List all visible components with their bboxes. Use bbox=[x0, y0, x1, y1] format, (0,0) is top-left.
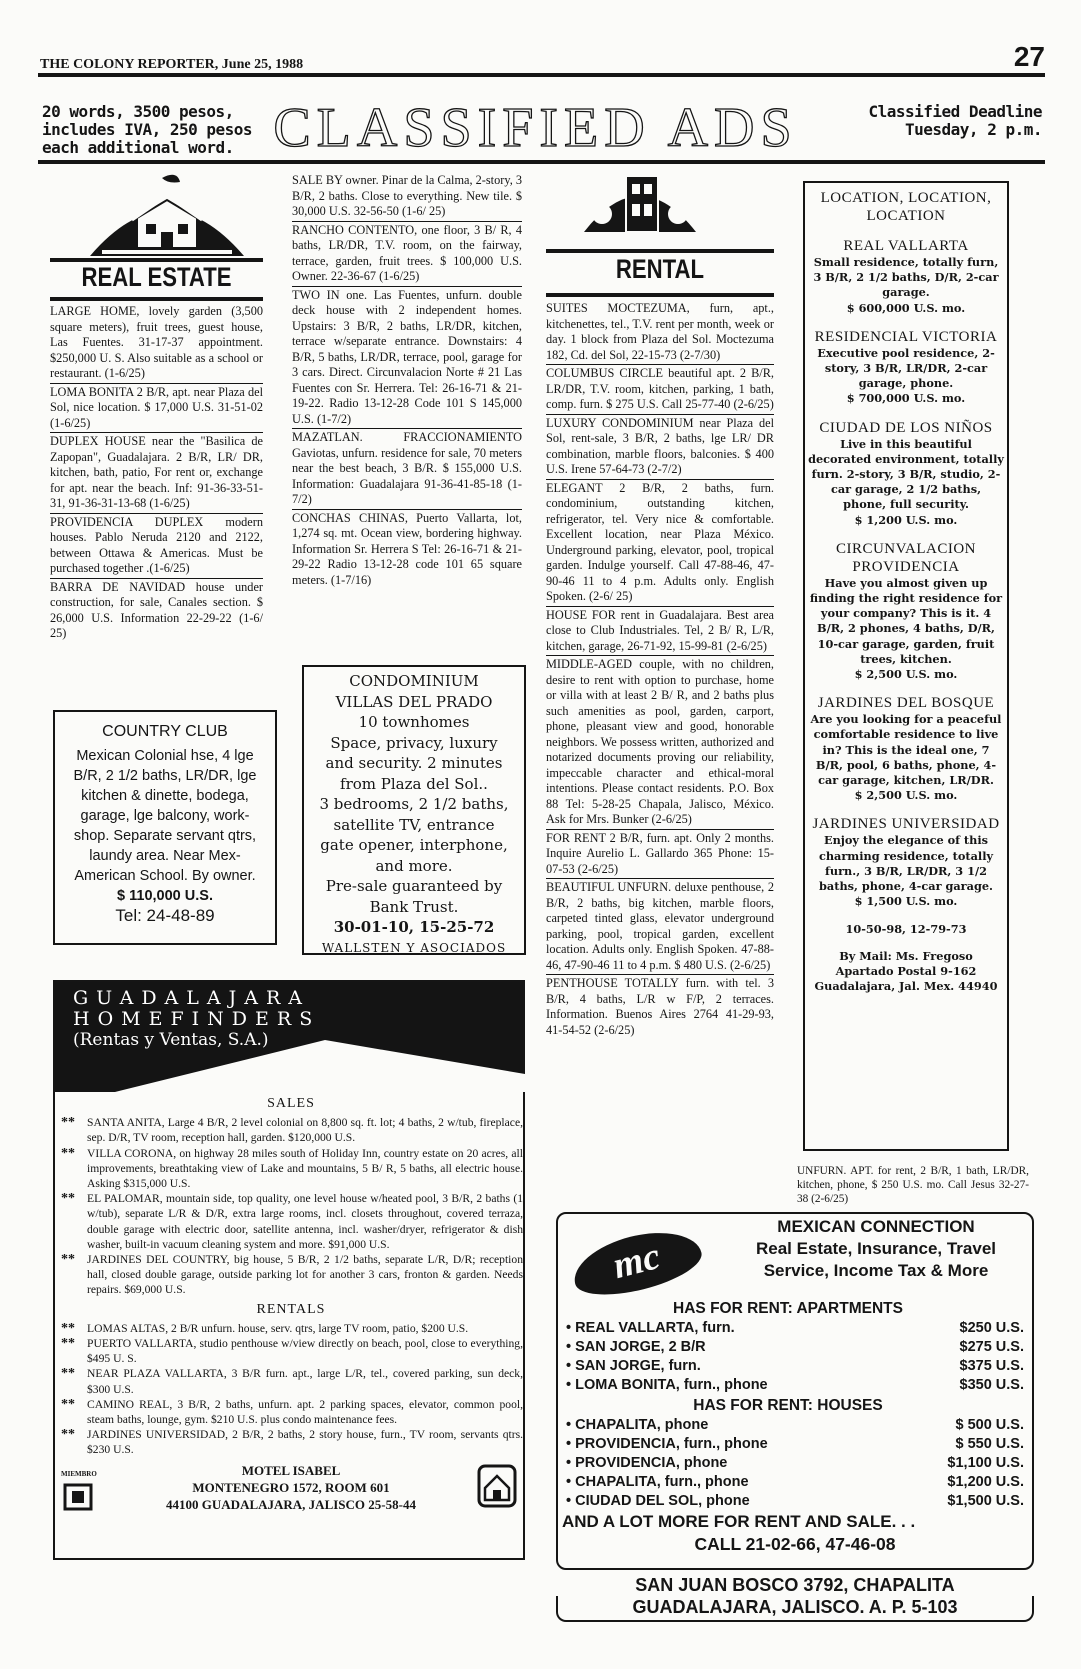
page-number: 27 bbox=[1013, 41, 1045, 72]
listing-head: JARDINES UNIVERSIDAD bbox=[812, 816, 1000, 833]
more-line: AND A LOT MORE FOR RENT AND SALE. . . bbox=[562, 1512, 916, 1531]
ad-line: Bank Trust. bbox=[369, 897, 459, 916]
list-item: • CHAPALITA, furn., phone $1,200 U.S. bbox=[566, 1474, 1024, 1490]
listing: DUPLEX HOUSE near the "Basilica de Zapopan", Guadalajara. 2 B/R, LR/ DR, kitchen, bath, patio, For rent or, exchange for apt. near the beach. Inf: 91-36-33-51-31, 91-36-31-13-68 (1-6/25) bbox=[50, 434, 263, 510]
ad-line: 3 bedrooms, 2 1/2 baths, bbox=[319, 795, 509, 813]
list-item: ** JARDINES UNIVERSIDAD, 2 B/R, 2 baths, 2 story house, furn., TV room, servants qtrs. $230 U.S. bbox=[61, 1427, 523, 1457]
sales-title: SALES bbox=[267, 1096, 315, 1111]
listing-price: $ 1,200 U.S. mo. bbox=[854, 512, 958, 527]
mexican-connection-sub-1: Real Estate, Insurance, Travel bbox=[755, 1239, 996, 1258]
ad-line: B/R, 2 1/2 baths, LR/DR, lge bbox=[73, 768, 257, 784]
rental-listings bbox=[546, 300, 774, 1039]
footer-line: 44100 GUADALAJARA, JALISCO 25-58-44 bbox=[166, 1496, 416, 1512]
location-title: LOCATION, LOCATION, LOCATION bbox=[820, 190, 992, 224]
ad-phone: 30-01-10, 15-25-72 bbox=[333, 918, 495, 936]
ad-line: Space, privacy, luxury bbox=[330, 733, 498, 752]
mail-line: Guadalajara, Jal. Mex. 44940 bbox=[814, 979, 998, 994]
footer-line: MONTENEGRO 1572, ROOM 601 bbox=[192, 1479, 390, 1495]
homefinders-title-3: (Rentas y Ventas, S.A.) bbox=[73, 1030, 269, 1050]
deadline-line-1: Classified Deadline bbox=[868, 102, 1042, 121]
mexican-connection-sub-2: Service, Income Tax & More bbox=[763, 1261, 989, 1280]
listing: HOUSE FOR rent in Guadalajara. Best area close to Club Industriales. Tel, 2 B/ R, L/R, kitchen, garage, 26-71-92, 15-99-81 (2-6/25) bbox=[546, 607, 774, 653]
listing-body: Small residence, totally furn, 3 B/R, 2 1/2 baths, D/R, 2-car garage. bbox=[813, 255, 999, 300]
listing-body: Executive pool residence, 2-story, 3 B/R, LR/DR, 2-car garage, phone. bbox=[817, 345, 995, 391]
list-item: ** CAMINO REAL, 3 B/R, 2 baths, unfurn. apt. 2 parking spaces, elevator, common pool, steam baths, lounge, gym. $210 U.S. plus condo maintenance fees. bbox=[61, 1396, 523, 1427]
ad-line: Mexican Colonial hse, 4 lge bbox=[76, 748, 254, 764]
location-ad bbox=[803, 181, 1009, 1151]
address-line: GUADALAJARA, JALISCO. A. P. 5-103 bbox=[556, 1596, 1034, 1622]
deadline-line-2: Tuesday, 2 p.m. bbox=[905, 120, 1042, 139]
ad-line: 10 townhomes bbox=[358, 713, 470, 731]
mexican-connection-ad bbox=[556, 1212, 1034, 1570]
rental-building-icon bbox=[582, 170, 698, 234]
listing: COLUMBUS CIRCLE beautiful apt. 2 B/R, LR/DR, T.V. room, kitchen, parking, 1 bath, comp. furn. $ 275 U.S. Call 25-77-40 (2-6/25) bbox=[546, 366, 774, 411]
page-title: CLASSIFIED ADS bbox=[273, 97, 798, 159]
list-item: • LOMA BONITA, furn., phone $350 U.S. bbox=[566, 1377, 1024, 1393]
homefinders-header bbox=[55, 982, 523, 1092]
ad-phone: Tel: 24-48-89 bbox=[115, 906, 215, 925]
homefinders-title-1: GUADALAJARA bbox=[73, 987, 310, 1009]
listing-body: Are you looking for a peaceful comfortable residence to live in? This is the ideal one, 7 B/R, pool, 6 baths, phone, 4-car garage, kitchen, LR/DR. bbox=[810, 712, 1002, 788]
listing-head: JARDINES DEL BOSQUE bbox=[817, 695, 995, 712]
listing: UNFURN. APT. for rent, 2 B/R, 1 bath, LR/DR, kitchen, phone, $ 250 U.S. mo. Call Jesus 32-27-38 (2-6/25) bbox=[797, 1165, 1029, 1205]
ad-line: garage, lge balcony, work- bbox=[80, 808, 250, 824]
ad-line: kitchen & dinette, bodega, bbox=[81, 788, 249, 804]
rentals-title: RENTALS bbox=[256, 1301, 326, 1317]
member-badge bbox=[61, 1466, 95, 1515]
listing-body: Live in this beautiful decorated environment, totally furn. 2-story, 3 B/R, studio, 2- car garage, 2 1/2 baths, phone, full security. bbox=[808, 436, 1004, 512]
list-item: • CIUDAD DEL SOL, phone $1,500 U.S. bbox=[566, 1493, 1024, 1509]
header-rule bbox=[38, 160, 1045, 164]
list-item: ** VILLA CORONA, on highway 28 miles south of Holiday Inn, country estate on 20 acres, all improvements, breathtaking view of Lake and mountains, 5 B/ R, 5 baths, all electric house. Asking $315,000 U.S. bbox=[61, 1145, 523, 1191]
publication-name: THE COLONY REPORTER, June 25, 1988 bbox=[40, 57, 304, 72]
listing: MIDDLE-AGED couple, with no children, desire to rent with option to purchase, home or villa with at least 2 B/ R, and 2 baths plus such amenities as pool, garden, carport, phone, pleasant view and good, honorable neighbors. We possess written, authorized and notarized documents proving our reliability, impeccable character and ethical-moral intentions. Please contact residents. P.O. Box 88 Tel: 5-28-25 Chapala, Jalisco, México. Ask for Mrs. Bunker (2-6/25) bbox=[546, 657, 774, 826]
listing-body: Have you almost given up finding the right residence for your company? This is it. 4 B/R, 2 phones, 4 baths, D/R, 10-car garage, garden, fruit trees, kitchen. bbox=[809, 575, 1003, 666]
location-phones: 10-50-98, 12-79-73 bbox=[845, 921, 967, 936]
listing: LARGE HOME, lovely garden (3,500 square meters), fruit trees, guest house, Las Fuentes. 31-17-37 appointment. $250,000 U. S. Also suitable as a school or restaurant. (1-6/25) bbox=[50, 304, 263, 380]
listing: PROVIDENCIA DUPLEX modern houses. Pablo Neruda 2120 and 2122, between Ottawa & Americas. Must be purchased together .(1-6/25) bbox=[50, 514, 263, 575]
list-item: • PROVIDENCIA, furn., phone $ 550 U.S. bbox=[566, 1436, 1024, 1452]
listing-price: $ 700,000 U.S. mo. bbox=[846, 391, 966, 406]
deadline-info bbox=[832, 103, 1042, 139]
member-badge-text: MIEMBRO bbox=[61, 1469, 97, 1478]
listing-price: $ 2,500 U.S. mo. bbox=[854, 788, 958, 803]
listing: LUXURY CONDOMINIUM near Plaza del Sol, rent-sale, 3 B/R, 2 baths, lge LR/ DR combination, marble floors, balconies. $ 400 U.S. Irene 57-64-73 (2-7/2) bbox=[546, 415, 774, 476]
list-item: ** JARDINES DEL COUNTRY, big house, 5 B/R, 2 1/2 baths, separate L/R, D/R; reception hall, closed double garage, outside parking lot for another 3 cars, fronton & garden. Needs repairs. $69,000 U.S. bbox=[61, 1252, 523, 1297]
country-club-ad bbox=[53, 710, 277, 945]
list-item: ** SANTA ANITA, Large 4 B/R, 2 level colonial on 8,800 sq. ft. lot; 4 baths, 2 w/tub, fireplace, sep. D/R, TV room, reception hall, garden. $120,000 U.S. bbox=[61, 1115, 523, 1145]
listing: ELEGANT 2 B/R, 2 baths, furn. condominium, outstanding kitchen, refrigerator, tel. Very nice & comfortable. Excellent location, near Plaza México. Underground parking, elevator, pool, tropical garden. Indulge yourself. Call 47-88-46, 47-90-46 11 to 4 p.m. Adults only. English Spoken. (2-6/ 25) bbox=[546, 480, 774, 603]
list-item: • REAL VALLARTA, furn. $250 U.S. bbox=[566, 1320, 1024, 1336]
real-estate-rule-2 bbox=[50, 297, 263, 301]
ad-footer: WALLSTEN Y ASOCIADOS bbox=[321, 940, 507, 955]
real-estate-house-icon bbox=[82, 170, 252, 258]
ad-line: gate opener, interphone, bbox=[320, 836, 508, 854]
call-line: CALL 21-02-66, 47-46-08 bbox=[694, 1534, 896, 1554]
listing: PENTHOUSE TOTALLY furn. with tel. 3 B/R, 4 baths, L/R w F/P, 2 terraces. Information. Buenos Aires 2764 41-29-93, 41-54-52 (2-6/25) bbox=[546, 976, 774, 1037]
mc-logo bbox=[567, 1221, 706, 1305]
listing-body: Enjoy the elegance of this charming residence, totally furn., 3 B/R, LR/DR, 3 1/2 baths, phone, 4-car garage. bbox=[818, 833, 994, 894]
address-line: SAN JUAN BOSCO 3792, CHAPALITA bbox=[635, 1575, 955, 1595]
ad-line: satellite TV, entrance bbox=[333, 815, 495, 834]
listing-price: $ 600,000 U.S. mo. bbox=[846, 300, 966, 315]
list-item: • PROVIDENCIA, phone $1,100 U.S. bbox=[566, 1455, 1024, 1471]
ad-line: and security. 2 minutes bbox=[325, 754, 503, 772]
listing: SUITES MOCTEZUMA, furn, apt., kitchenettes, tel., T.V. rent per month, week or day. 1 block from Plaza del Sol. Moctezuma 182, Cd. del Sol, 22-15-73 (2-7/30) bbox=[546, 301, 774, 362]
mexican-connection-header bbox=[726, 1216, 1026, 1282]
list-item: ** PUERTO VALLARTA, studio penthouse w/view directly on beach, pool, close to everything, $495 U. S. bbox=[61, 1336, 523, 1366]
ad-line: VILLAS DEL PRADO bbox=[335, 692, 493, 711]
rate-info: 20 words, 3500 pesos, includes IVA, 250 pesos each additional word. bbox=[42, 102, 253, 157]
listing: LOMA BONITA 2 B/R, apt. near Plaza del Sol, nice location. $ 17,000 U.S. 31-51-02 (1-6/25) bbox=[50, 384, 263, 430]
ad-line: Pre-sale guaranteed by bbox=[325, 877, 503, 895]
masthead-rule bbox=[38, 73, 1045, 77]
condominium-ad bbox=[302, 665, 526, 955]
ad-line: American School. By owner. bbox=[74, 868, 256, 884]
real-estate-listings bbox=[50, 303, 263, 643]
mail-line: By Mail: Ms. Fregoso bbox=[839, 948, 973, 963]
homefinders-title-2: HOMEFINDERS bbox=[73, 1008, 321, 1030]
listing-head: REAL VALLARTA bbox=[843, 238, 969, 254]
ad-line: and more. bbox=[375, 856, 453, 875]
rental-rule-2 bbox=[546, 293, 774, 297]
mexican-connection-address bbox=[556, 1574, 1034, 1622]
list-item: ** NEAR PLAZA VALLARTA, 3 B/R furn. apt., large L/R, tel., covered parking, sun deck, $300 U.S. bbox=[61, 1366, 523, 1396]
listing: FOR RENT 2 B/R, furn. apt. Only 2 months. Inquire Aurelio L. Gallardo 365 Phone: 15-07-53 (2-6/25) bbox=[546, 830, 774, 876]
homefinders-ad bbox=[53, 980, 525, 1560]
listing: BARRA DE NAVIDAD house under construction, for sale, Canales section. $ 26,000 U.S. Information 22-29-22 (1-6/ 25) bbox=[50, 579, 263, 640]
masthead bbox=[40, 41, 1045, 75]
listing-price: $ 2,500 U.S. mo. bbox=[854, 667, 958, 682]
apartments-title: HAS FOR RENT: APARTMENTS bbox=[673, 1300, 903, 1317]
list-item: • SAN JORGE, 2 B/R $275 U.S. bbox=[566, 1339, 1024, 1355]
ad-line: CONDOMINIUM bbox=[349, 672, 479, 690]
rental-rule bbox=[546, 249, 774, 253]
list-item: • SAN JORGE, furn. $375 U.S. bbox=[566, 1358, 1024, 1374]
roof-icon bbox=[55, 1034, 525, 1092]
mc-logo-text: mc bbox=[608, 1235, 665, 1288]
listing-head: CIRCUNVALACION PROVIDENCIA bbox=[835, 540, 977, 575]
list-item: ** LOMAS ALTAS, 2 B/R unfurn. house, serv. qtrs, large TV room, patio, $200 U.S. bbox=[61, 1320, 469, 1336]
houses-title: HAS FOR RENT: HOUSES bbox=[693, 1397, 883, 1414]
list-item: • CHAPALITA, phone $ 500 U.S. bbox=[566, 1417, 1024, 1433]
ad-line: laundy area. Near Mex- bbox=[89, 848, 241, 864]
listing-head: RESIDENCIAL VICTORIA bbox=[814, 328, 998, 345]
listing: BEAUTIFUL UNFURN. deluxe penthouse, 2 B/R, 2 baths, big kitchen, marble floors, carpeted tinted glass, elevator underground parking, pool, tropical garden, excellent location. Adults only. English Spoken. 47-88-46, 47-90-46 11 to 4 p.m. $ 480 U.S. (2-6/25) bbox=[546, 880, 774, 972]
listing: SALE BY owner. Pinar de la Calma, 2-story, 3 B/R, 2 baths. Close to everything. New tile. $ 30,000 U.S. 32-56-50 (1-6/ 25) bbox=[292, 173, 522, 218]
rental-title: RENTAL bbox=[615, 254, 705, 284]
mail-line: Apartado Postal 9-162 bbox=[835, 963, 977, 978]
listing: CONCHAS CHINAS, Puerto Vallarta, lot, 1,274 sq. mt. Ocean view, bordering highway. Information Sr. Herrera S Tel: 26-16-71 & 21-29-22 Radio 13-12-28 code 101 65 square meters. (1-7/16) bbox=[292, 510, 522, 587]
listing: RANCHO CONTENTO, one floor, 3 B/ R, 4 baths, LR/DR, T.V. room, on the fairway, terrace, garden, fruit trees. $ 100,000 U.S. Owner. 22-36-67 (1-6/25) bbox=[292, 222, 522, 283]
ad-line: from Plaza del Sol.. bbox=[340, 774, 488, 793]
member-logo-icon bbox=[63, 1483, 93, 1511]
country-club-title: COUNTRY CLUB bbox=[102, 723, 228, 740]
column-2-listings bbox=[292, 172, 522, 589]
homefinders-body bbox=[59, 1092, 523, 1513]
house-logo-icon bbox=[477, 1464, 517, 1512]
listing: TWO IN one. Las Fuentes, unfurn. double deck house with 2 independent homes. Upstairs: 3 B/R, 2 baths, LR/DR, kitchen, terrace w/separate entrance. Downstairs: 4 B/R, 5 baths, LR/DR, terrace, pool, garage for 3 cars. Direct. Circunvalacion Norte # 21 Las Fuentes con Sr. Herrera. Tel: 26-16-71 & 21-19-22. Radio 13-12-28 Code 101 S 145,000 U.S. (1-7/2) bbox=[292, 287, 522, 426]
rental-extra-listing bbox=[797, 1163, 1029, 1207]
list-item: ** EL PALOMAR, mountain side, top quality, one level house w/heated pool, 3 B/R, 2 baths (1 w/tub), separate L/R & D/R, extra large rooms, incl. closets throughout, covered terraza, double garage with electric door, satellite antenna, incl. washer/dryer, refrigerator & dish washer, built-in vacuum cleaning system and more. $91,000 U.S. bbox=[61, 1191, 523, 1251]
footer-line: MOTEL ISABEL bbox=[241, 1462, 341, 1478]
listing-price: $ 1,500 U.S. mo. bbox=[854, 894, 958, 909]
listing: MAZATLAN. FRACCIONAMIENTO Gaviotas, unfurn. residence for sale, 70 meters near the best beach, 3 B/R. $ 155,000 U.S. Information: Guadalajara 91-36-41-85-18 (1-7/2) bbox=[292, 430, 522, 506]
real-estate-title: REAL ESTATE bbox=[81, 262, 232, 292]
homefinders-footer bbox=[59, 1462, 523, 1513]
mexican-connection-title: MEXICAN CONNECTION bbox=[777, 1217, 975, 1236]
listing-head: CIUDAD DE LOS NIÑOS bbox=[819, 419, 993, 436]
ad-price: $ 110,000 U.S. bbox=[117, 888, 213, 904]
ad-line: shop. Separate servant qtrs, bbox=[73, 828, 257, 844]
